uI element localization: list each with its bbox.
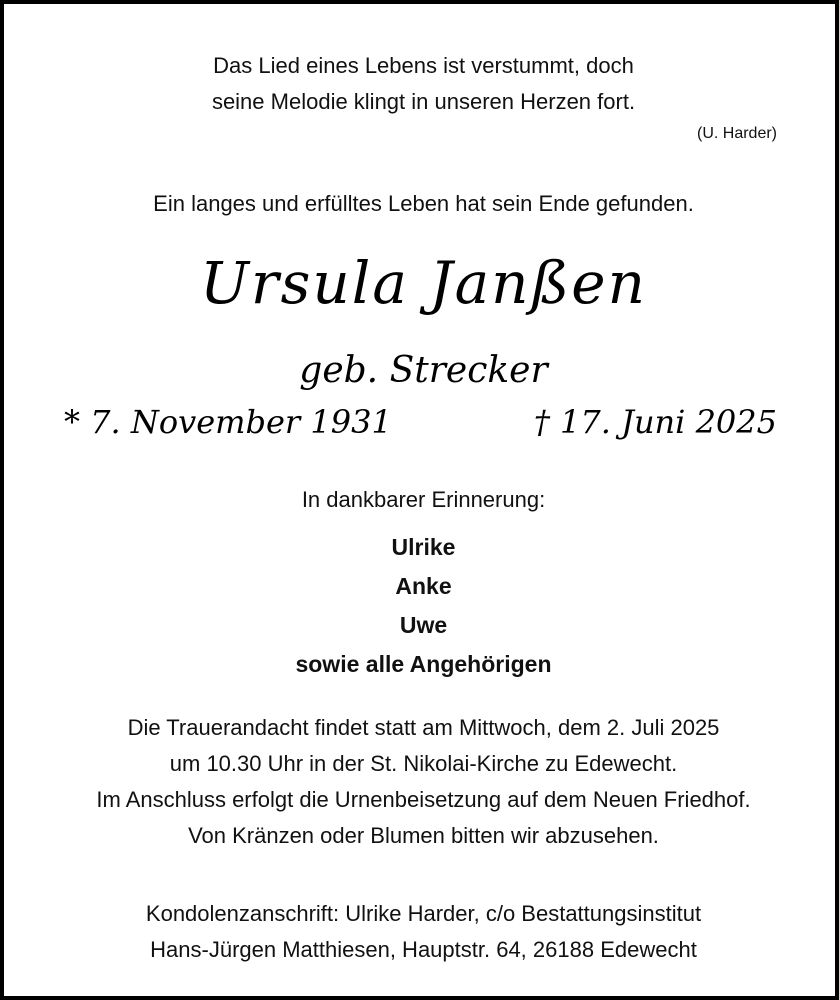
verse-author: (U. Harder)	[696, 125, 777, 142]
verse-line: seine Melodie klingt in unseren Herzen fort.	[211, 89, 636, 114]
verse-line: Das Lied eines Lebens ist verstummt, doch	[213, 53, 634, 78]
service-line: Die Trauerandacht findet statt am Mittwoch, dem 2. Juli 2025	[127, 715, 720, 740]
family-member: sowie alle Angehörigen	[295, 651, 552, 677]
condolence-address	[4, 896, 839, 968]
service-line: um 10.30 Uhr in der St. Nikolai-Kirche zu Edewecht.	[169, 751, 678, 776]
family-member: Ulrike	[391, 534, 456, 560]
gratitude-heading: In dankbarer Erinnerung:	[301, 487, 546, 512]
family-list	[4, 528, 839, 684]
address-line: Kondolenzanschrift: Ulrike Harder, c/o Bestattungsinstitut	[145, 901, 702, 926]
birth-date: * 7. November 1931	[64, 403, 392, 441]
family-member: Uwe	[399, 612, 448, 638]
family-member: Anke	[395, 573, 452, 599]
service-details	[4, 710, 839, 854]
verse	[4, 48, 839, 120]
deceased-name: Ursula Janßen	[200, 249, 647, 317]
intro-text: Ein langes und erfülltes Leben hat sein Ende gefunden.	[153, 191, 694, 216]
address-line: Hans-Jürgen Matthiesen, Hauptstr. 64, 26188 Edewecht	[150, 937, 697, 962]
death-date: † 17. Juni 2025	[533, 403, 777, 441]
service-line: Im Anschluss erfolgt die Urnenbeisetzung auf dem Neuen Friedhof.	[96, 787, 751, 812]
service-line: Von Kränzen oder Blumen bitten wir abzusehen.	[188, 823, 659, 848]
maiden-name: geb. Strecker	[299, 350, 548, 391]
